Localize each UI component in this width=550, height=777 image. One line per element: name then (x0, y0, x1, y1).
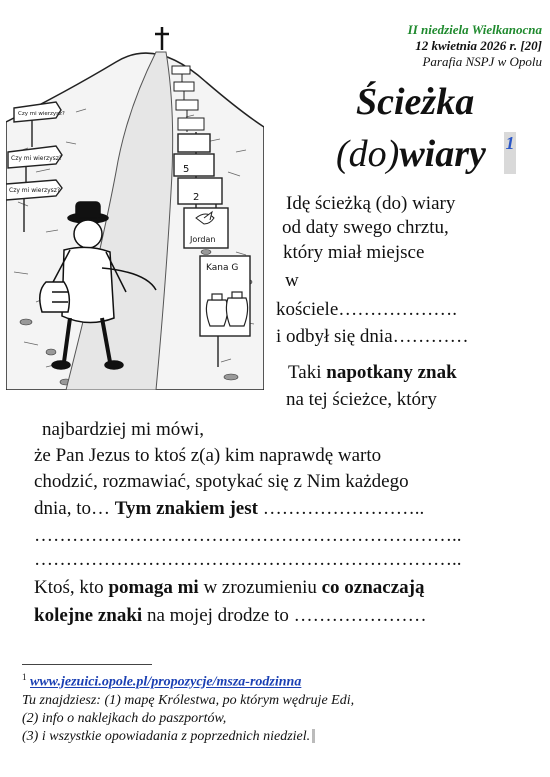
p3-line-1 (34, 576, 425, 600)
p1-line-3: który miał miejsce (283, 242, 425, 263)
p1-line-2: od daty swego chrztu, (282, 217, 449, 238)
path-illustration (6, 22, 264, 390)
sign-jordan: Jordan (190, 235, 216, 244)
sign-left-2: Czy mi wierzysz? (11, 155, 63, 162)
footnote-line-4-text: (3) i wszystkie opowiadania z poprzednich niedziel. (22, 728, 311, 744)
title-bold: wiary (399, 133, 486, 175)
p1-line-4: w (285, 270, 299, 291)
p1-line-1: Idę ścieżką (do) wiary (286, 193, 456, 214)
sign-left-3: Czy mi wierzysz? (9, 187, 61, 194)
sign-right-2: 2 (193, 192, 200, 203)
p3-suffix: na mojej drodze to ………………… (142, 605, 427, 626)
p3-line-2 (34, 604, 427, 628)
p2-line-3: najbardziej mi mówi, (42, 419, 204, 440)
title-prefix: (do) (336, 133, 400, 175)
sign-kana: Kana G (206, 263, 239, 273)
footnote-line-2: Tu znajdziesz: (1) mapę Królestwa, po którym wędruje Edi, (22, 692, 355, 708)
title-line-2 (336, 132, 486, 176)
p2-line-2: na tej ścieżce, który (286, 389, 437, 410)
footnote-line-3: (2) info o naklejkach do paszportów, (22, 710, 227, 726)
p2-prefix: Taki (288, 362, 327, 383)
footnote-line-1 (22, 668, 542, 692)
footnote-mark: 1 (22, 672, 27, 682)
hill-path-drawing (6, 22, 264, 390)
footnote-link[interactable]: www.jezuici.opole.pl/propozycje/msza-rodzinna (30, 674, 302, 690)
issue-date: 12 kwietnia 2026 r. [20] (415, 38, 542, 53)
p3-bold-2: co oznaczają (321, 577, 425, 598)
sunday-name: II niedziela Wielkanocna (407, 22, 542, 37)
sign-left-1: Czy mi wierzysz? (18, 111, 65, 117)
p1-line-5: kościele………………. (276, 299, 458, 320)
dots-line-2: ………………………………………………………….. (34, 549, 462, 570)
cross-icon (155, 27, 169, 50)
p3-prefix: Ktoś, kto (34, 577, 109, 598)
p2-line-6 (34, 497, 424, 521)
p3-bold-1: pomaga mi (108, 577, 199, 598)
p3-mid: w zrozumieniu (198, 577, 322, 598)
p2f-suffix: …………………….. (257, 498, 425, 519)
text-cursor (312, 729, 315, 743)
p3-bold-3: kolejne znaki (34, 605, 143, 626)
p2-line-4: że Pan Jezus to ktoś z(a) kim naprawdę warto (34, 445, 382, 466)
header-block (342, 22, 542, 70)
p2f-prefix: dnia, to… (34, 498, 115, 519)
footnote (22, 668, 542, 746)
dots-line-1: ………………………………………………………….. (34, 525, 462, 546)
title-footnote-mark: 1 (504, 132, 516, 174)
p2-line-5: chodzić, rozmawiać, spotykać się z Nim każdego (34, 471, 409, 492)
footnote-line-4 (22, 728, 542, 746)
p2f-bold: Tym znakiem jest (114, 498, 258, 519)
p1-line-6: i odbył się dnia………… (276, 326, 469, 347)
p2-line-1 (288, 361, 457, 385)
p2-bold: napotkany znak (326, 362, 457, 383)
title-line-1: Ścieżka (356, 81, 475, 123)
sign-right-5: 5 (183, 164, 190, 175)
footnote-rule (22, 664, 152, 665)
parish-name: Parafia NSPJ w Opolu (422, 54, 542, 69)
